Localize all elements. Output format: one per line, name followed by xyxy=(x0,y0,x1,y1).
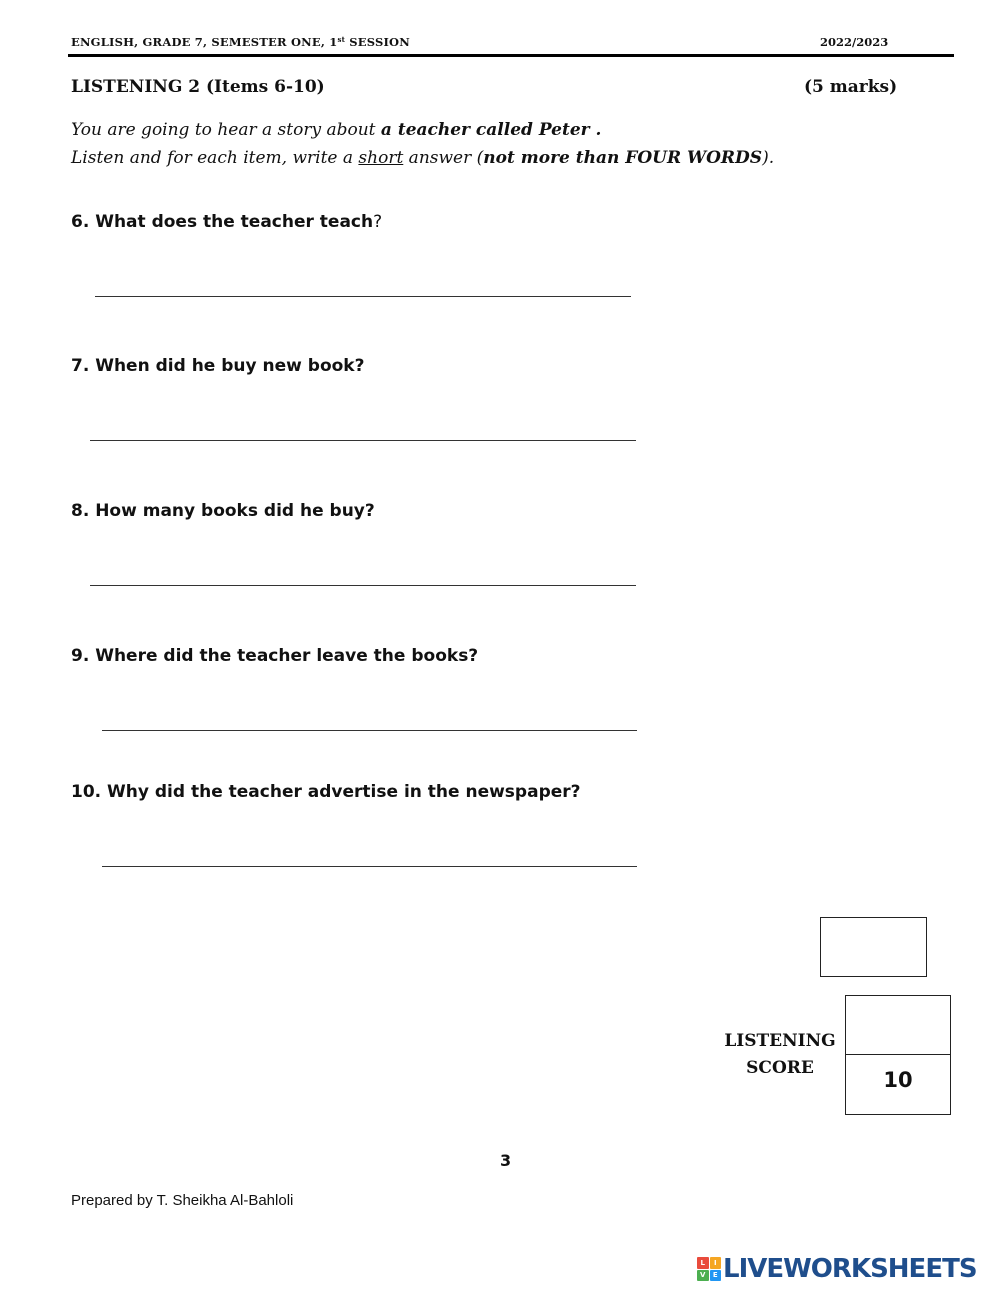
question-9: 9. Where did the teacher leave the books? xyxy=(71,646,479,666)
section-title: LISTENING 2 (Items 6-10) xyxy=(71,77,325,97)
liveworksheets-logo-text: LIVEWORKSHEETS xyxy=(723,1254,977,1284)
score-box xyxy=(845,995,951,1115)
score-total: 10 xyxy=(883,1068,913,1092)
liveworksheets-logo[interactable] xyxy=(697,1254,977,1284)
header-rule xyxy=(68,54,954,57)
question-6: 6. What does the teacher teach? xyxy=(71,212,383,232)
listening-score-label: LISTENING SCORE xyxy=(724,1031,836,1078)
instruction-line-1: You are going to hear a story about a teacher called Peter . xyxy=(71,120,602,140)
instruction-line-2: Listen and for each item, write a short answer (not more than FOUR WORDS). xyxy=(71,148,775,168)
page-number: 3 xyxy=(500,1151,512,1170)
answer-line-7[interactable] xyxy=(90,440,636,441)
question-7: 7. When did he buy new book? xyxy=(71,356,365,376)
question-8: 8. How many books did he buy? xyxy=(71,501,375,521)
liveworksheets-icon: L I V E xyxy=(697,1257,721,1281)
answer-line-9[interactable] xyxy=(102,730,637,731)
prepared-by: Prepared by T. Sheikha Al-Bahloli xyxy=(71,1192,294,1209)
section-marks: (5 marks) xyxy=(804,77,898,97)
header-course: ENGLISH, GRADE 7, SEMESTER ONE, 1st SESSION xyxy=(71,35,410,49)
answer-line-6[interactable] xyxy=(95,296,631,297)
header-year: 2022/2023 xyxy=(820,35,889,49)
score-box-divider xyxy=(846,1054,950,1055)
question-10: 10. Why did the teacher advertise in the newspaper? xyxy=(71,782,581,802)
score-box-top[interactable] xyxy=(820,917,927,977)
answer-line-10[interactable] xyxy=(102,866,637,867)
answer-line-8[interactable] xyxy=(90,585,636,586)
